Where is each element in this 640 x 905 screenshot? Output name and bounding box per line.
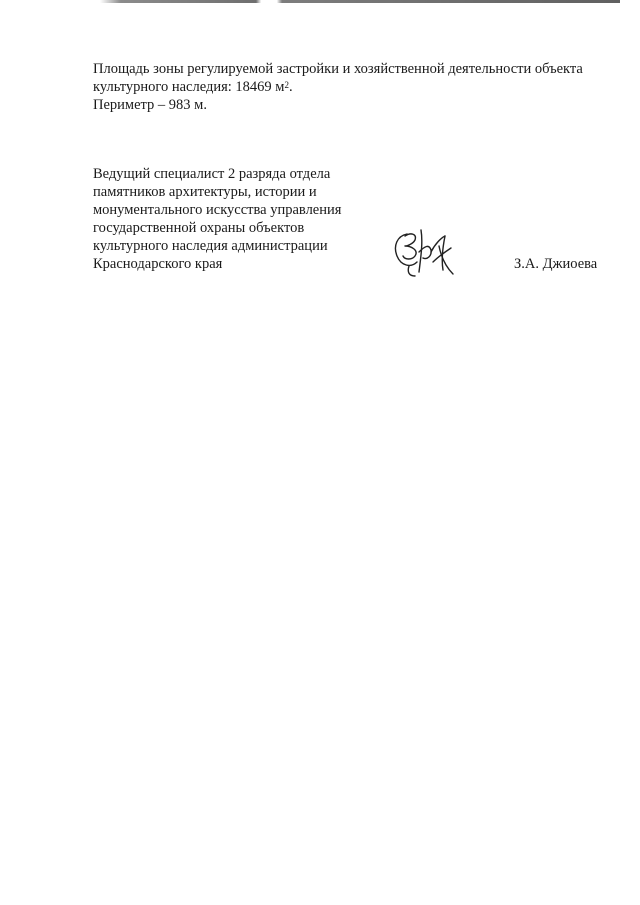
signer-position-line: монументального искусства управления (93, 202, 342, 218)
handwritten-signature (385, 222, 463, 282)
signer-position-line: Краснодарского края (93, 256, 223, 272)
area-value-text: культурного наследия: 18469 м (93, 79, 285, 95)
signer-position-line: государственной охраны объектов (93, 220, 305, 236)
signer-position-line: Ведущий специалист 2 разряда отдела (93, 166, 331, 182)
signer-position-line: культурного наследия администрации (93, 238, 328, 254)
area-paragraph (93, 60, 613, 114)
signer-position-line: памятников архитектуры, истории и (93, 184, 317, 200)
signer-position-block (93, 165, 393, 273)
signer-name: З.А. Джиоева (514, 256, 598, 272)
area-line-1: Площадь зоны регулируемой застройки и хозяйственной деятельности объекта (93, 61, 583, 77)
scan-edge-line (100, 0, 620, 3)
area-line-end: . (289, 79, 293, 95)
perimeter-line: Периметр – 983 м. (93, 97, 207, 113)
area-unit-superscript: 2 (284, 80, 289, 90)
area-line-2 (93, 78, 613, 96)
